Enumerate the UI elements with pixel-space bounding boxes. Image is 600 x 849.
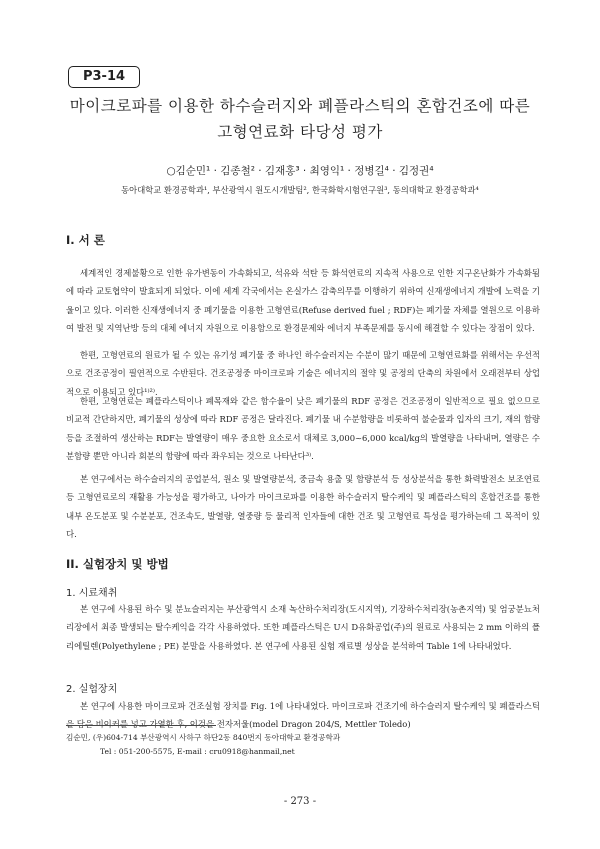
section-heading-introduction: I. 서 론 [66, 233, 105, 247]
intro-paragraph-3: 한편, 고형연료는 폐플라스틱이나 폐목재와 같은 함수율이 낮은 폐기물의 RDF 공정은 건조공정이 일반적으로 필요 없으므로 비교적 간단하지만, 폐기물의 성상에 따라 RDF 공정은 달라진다. 폐기물 내 수분함량을 비롯하여 불순물과 입자의 크기, 재의 함량등을 조절하여 생산하는 RDF는 발열량이 매우 중요한 요소로서 대체로 3,000~6,000 kcal/kg의 발열량을 나타내며, 열량은 수분함량 뿐만 아니라 회분의 함량에 따라 좌우되는 것으로 나타난다³⁾. [66, 396, 540, 462]
footnote-divider [66, 725, 216, 726]
subsection-heading-sampling: 1. 시료채취 [66, 588, 118, 599]
session-badge: P3-14 [68, 66, 140, 88]
paper-title-line2: 고형연료화 타당성 평가 [217, 123, 383, 141]
footnote-address: 김순민, (우)604-714 부산광역시 사하구 하단2동 840번지 동아대학교 환경공학과 [66, 733, 341, 742]
intro-paragraph-1: 세계적인 경제불황으로 인한 유가변동이 가속화되고, 석유와 석탄 등 화석연료의 지속적 사용으로 인한 지구온난화가 가속화됨에 따라 교토협약이 발효되게 되었다. 이에 세계 각국에서는 온실가스 감축의무를 이행하기 위하여 신재생에너지 개발에 노력을 기울이고 있다. 이러한 신재생에너지 중 폐기물을 이용한 고형연료(Refuse derived fuel ; RDF)는 폐기물 자체를 열원으로 이용하여 발전 및 지역난방 등의 대체 에너지 자원으로 이용함으로 환경문제와 에너지 부족문제를 동시에 해결할 수 있다는 장점이 있다. [66, 268, 540, 334]
subsection-heading-apparatus: 2. 실험장치 [66, 684, 118, 695]
intro-paragraph-4: 본 연구에서는 하수슬러지의 공업분석, 원소 및 발열량분석, 중금속 용출 및 함량분석 등 성상분석을 통한 화력발전소 보조연료 등 고형연료로의 재활용 가능성을 평가하고, 나아가 마이크로파를 이용한 하수슬러지 탈수케익 및 폐플라스틱의 혼합건조를 통한 내부 온도분포 및 수분분포, 건조속도, 발열량, 열중량 등 물리적 인자들에 대한 건조 및 고형연료 특성을 평가하는데 그 목적이 있다. [66, 474, 540, 540]
intro-paragraph-2: 한편, 고형연료의 원료가 될 수 있는 유기성 폐기물 중 하나인 하수슬러지는 수분이 많기 때문에 고형연료화를 위해서는 우선적으로 건조공정이 필연적으로 수반된다. 건조공정중 마이크로파 기술은 에너지의 절약 및 공정의 단축의 차원에서 오래전부터 상업적으로 이용되고 있다¹⁾²⁾. [66, 350, 540, 397]
page-number: - 273 - [283, 796, 317, 807]
paper-title-line1: 마이크로파를 이용한 하수슬러지와 폐플라스틱의 혼합건조에 따른 [69, 97, 531, 115]
section-heading-methods: II. 실험장치 및 방법 [66, 557, 169, 571]
footnote-contact: Tel : 051-200-5575, E-mail : cru0918@hanmail,net [100, 747, 295, 756]
affiliations: 동아대학교 환경공학과¹, 부산광역시 원도시개발팀², 한국화학시험연구원³, 동의대학교 환경공학과⁴ [121, 185, 479, 195]
methods-paragraph-sampling: 본 연구에 사용된 하수 및 분뇨슬러지는 부산광역시 소재 녹산하수처리장(도시지역), 기장하수처리장(농촌지역) 및 엄궁분뇨처리장에서 최종 발생되는 탈수케익을 각각 사용하였다. 또한 폐플라스틱은 U시 D유화공업(주)의 원료로 사용되는 2 mm 이하의 폴리에틸렌(Polyethylene ; PE) 분말을 사용하였다. 본 연구에 사용된 실험 재료별 성상을 분석하여 Table 1에 나타내었다. [66, 604, 540, 651]
methods-paragraph-apparatus: 본 연구에 사용한 마이크로파 건조실험 장치를 Fig. 1에 나타내었다. 마이크로파 건조기에 하수슬러지 탈수케익 및 폐플라스틱을 담은 비이커를 넣고 가열한 후, 이것을 전자저울(model Dragon 204/S, Mettler Toledo) [66, 701, 540, 730]
author-list: ○김순민¹ · 김종철² · 김재홍³ · 최영익¹ · 정병길⁴ · 김정권⁴ [166, 165, 434, 177]
